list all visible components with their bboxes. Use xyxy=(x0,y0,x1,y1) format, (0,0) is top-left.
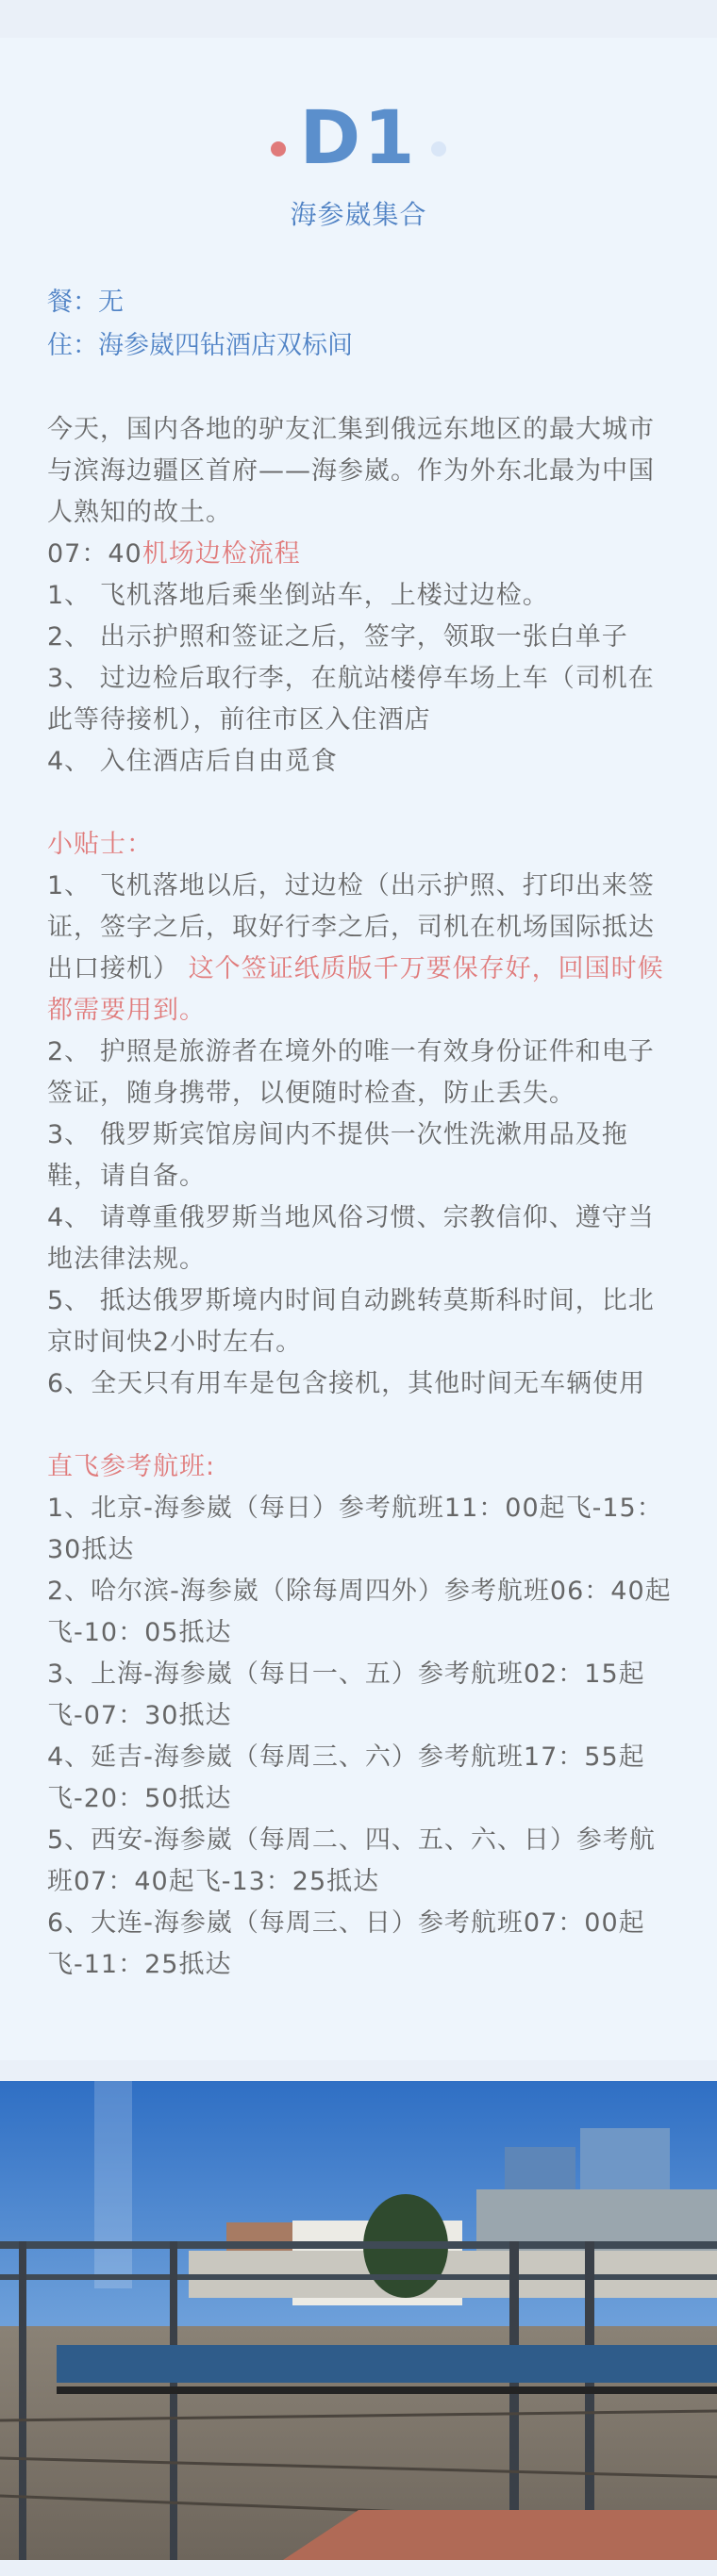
intro-paragraph: 今天，国内各地的驴友汇集到俄远东地区的最大城市与滨海边疆区首府——海参崴。作为外东北最为中国人熟知的故土。 xyxy=(47,415,655,527)
tip-item: 5、 抵达俄罗斯境内时间自动跳转莫斯科时间，比北京时间快2小时左右。 xyxy=(47,1286,655,1357)
flights-title: 直飞参考航班: xyxy=(47,1452,216,1481)
stay-value: 海参崴四钻酒店双标间 xyxy=(98,331,353,360)
tips-title: 小贴士： xyxy=(47,830,153,859)
border-title: 机场边检流程 xyxy=(142,539,301,569)
border-step: 1、 飞机落地后乘坐倒站车，上楼过边检。 xyxy=(47,581,549,610)
tip-item xyxy=(47,866,672,1032)
border-heading xyxy=(47,534,672,575)
day-subtitle: 海参崴集合 xyxy=(290,199,427,230)
stay-line xyxy=(47,324,353,368)
itinerary-card xyxy=(0,38,717,2060)
day-label: D1 xyxy=(299,96,418,181)
day-description xyxy=(47,409,672,1986)
tip-item: 4、 请尊重俄罗斯当地风俗习惯、宗教信仰、遵守当地法律法规。 xyxy=(47,1203,655,1274)
meal-stay-info xyxy=(47,281,353,368)
light-dot-icon xyxy=(431,141,446,157)
meals-line xyxy=(47,281,353,324)
meals-key: 餐： xyxy=(47,288,98,317)
red-dot-icon xyxy=(271,141,286,157)
border-time: 07：40 xyxy=(47,539,142,569)
flight-item: 6、大连-海参崴（每周三、日）参考航班07：00起飞-11：25抵达 xyxy=(47,1908,645,1979)
border-step: 3、 过边检后取行李，在航站楼停车场上车（司机在此等待接机），前往市区入住酒店 xyxy=(47,664,655,735)
day-header xyxy=(0,96,717,181)
flight-item: 5、西安-海参崴（每周二、四、五、六、日）参考航班07：40起飞-13：25抵达 xyxy=(47,1825,656,1896)
railway-city-photo xyxy=(0,2081,717,2560)
tip1-warning: 这个签证纸质版千万要保存好，回国时候都需要用到。 xyxy=(47,954,664,1025)
meals-value: 无 xyxy=(98,288,124,317)
border-step: 4、 入住酒店后自由觅食 xyxy=(47,747,338,776)
stay-key: 住： xyxy=(47,331,98,360)
tip-item: 3、 俄罗斯宾馆房间内不提供一次性洗漱用品及拖鞋，请自备。 xyxy=(47,1120,628,1191)
flight-item: 3、上海-海参崴（每日一、五）参考航班02：15起飞-07：30抵达 xyxy=(47,1660,645,1730)
flight-item: 1、北京-海参崴（每日）参考航班11：00起飞-15：30抵达 xyxy=(47,1494,663,1564)
flight-item: 4、延吉-海参崴（每周三、六）参考航班17：55起飞-20：50抵达 xyxy=(47,1742,645,1813)
tip-item: 6、全天只有用车是包含接机，其他时间无车辆使用 xyxy=(47,1369,646,1398)
tip-item: 2、 护照是旅游者在境外的唯一有效身份证件和电子签证，随身携带，以便随时检查，防止丢失。 xyxy=(47,1037,655,1108)
tip1-text: 1、 飞机落地以后，过边检（出示护照、打印出来签证，签字之后，取好行李之后，司机在机场国际抵达出口接机） xyxy=(47,871,655,983)
border-step: 2、 出示护照和签证之后，签字，领取一张白单子 xyxy=(47,622,628,652)
flight-item: 2、哈尔滨-海参崴（除每周四外）参考航班06：40起飞-10：05抵达 xyxy=(47,1577,672,1647)
